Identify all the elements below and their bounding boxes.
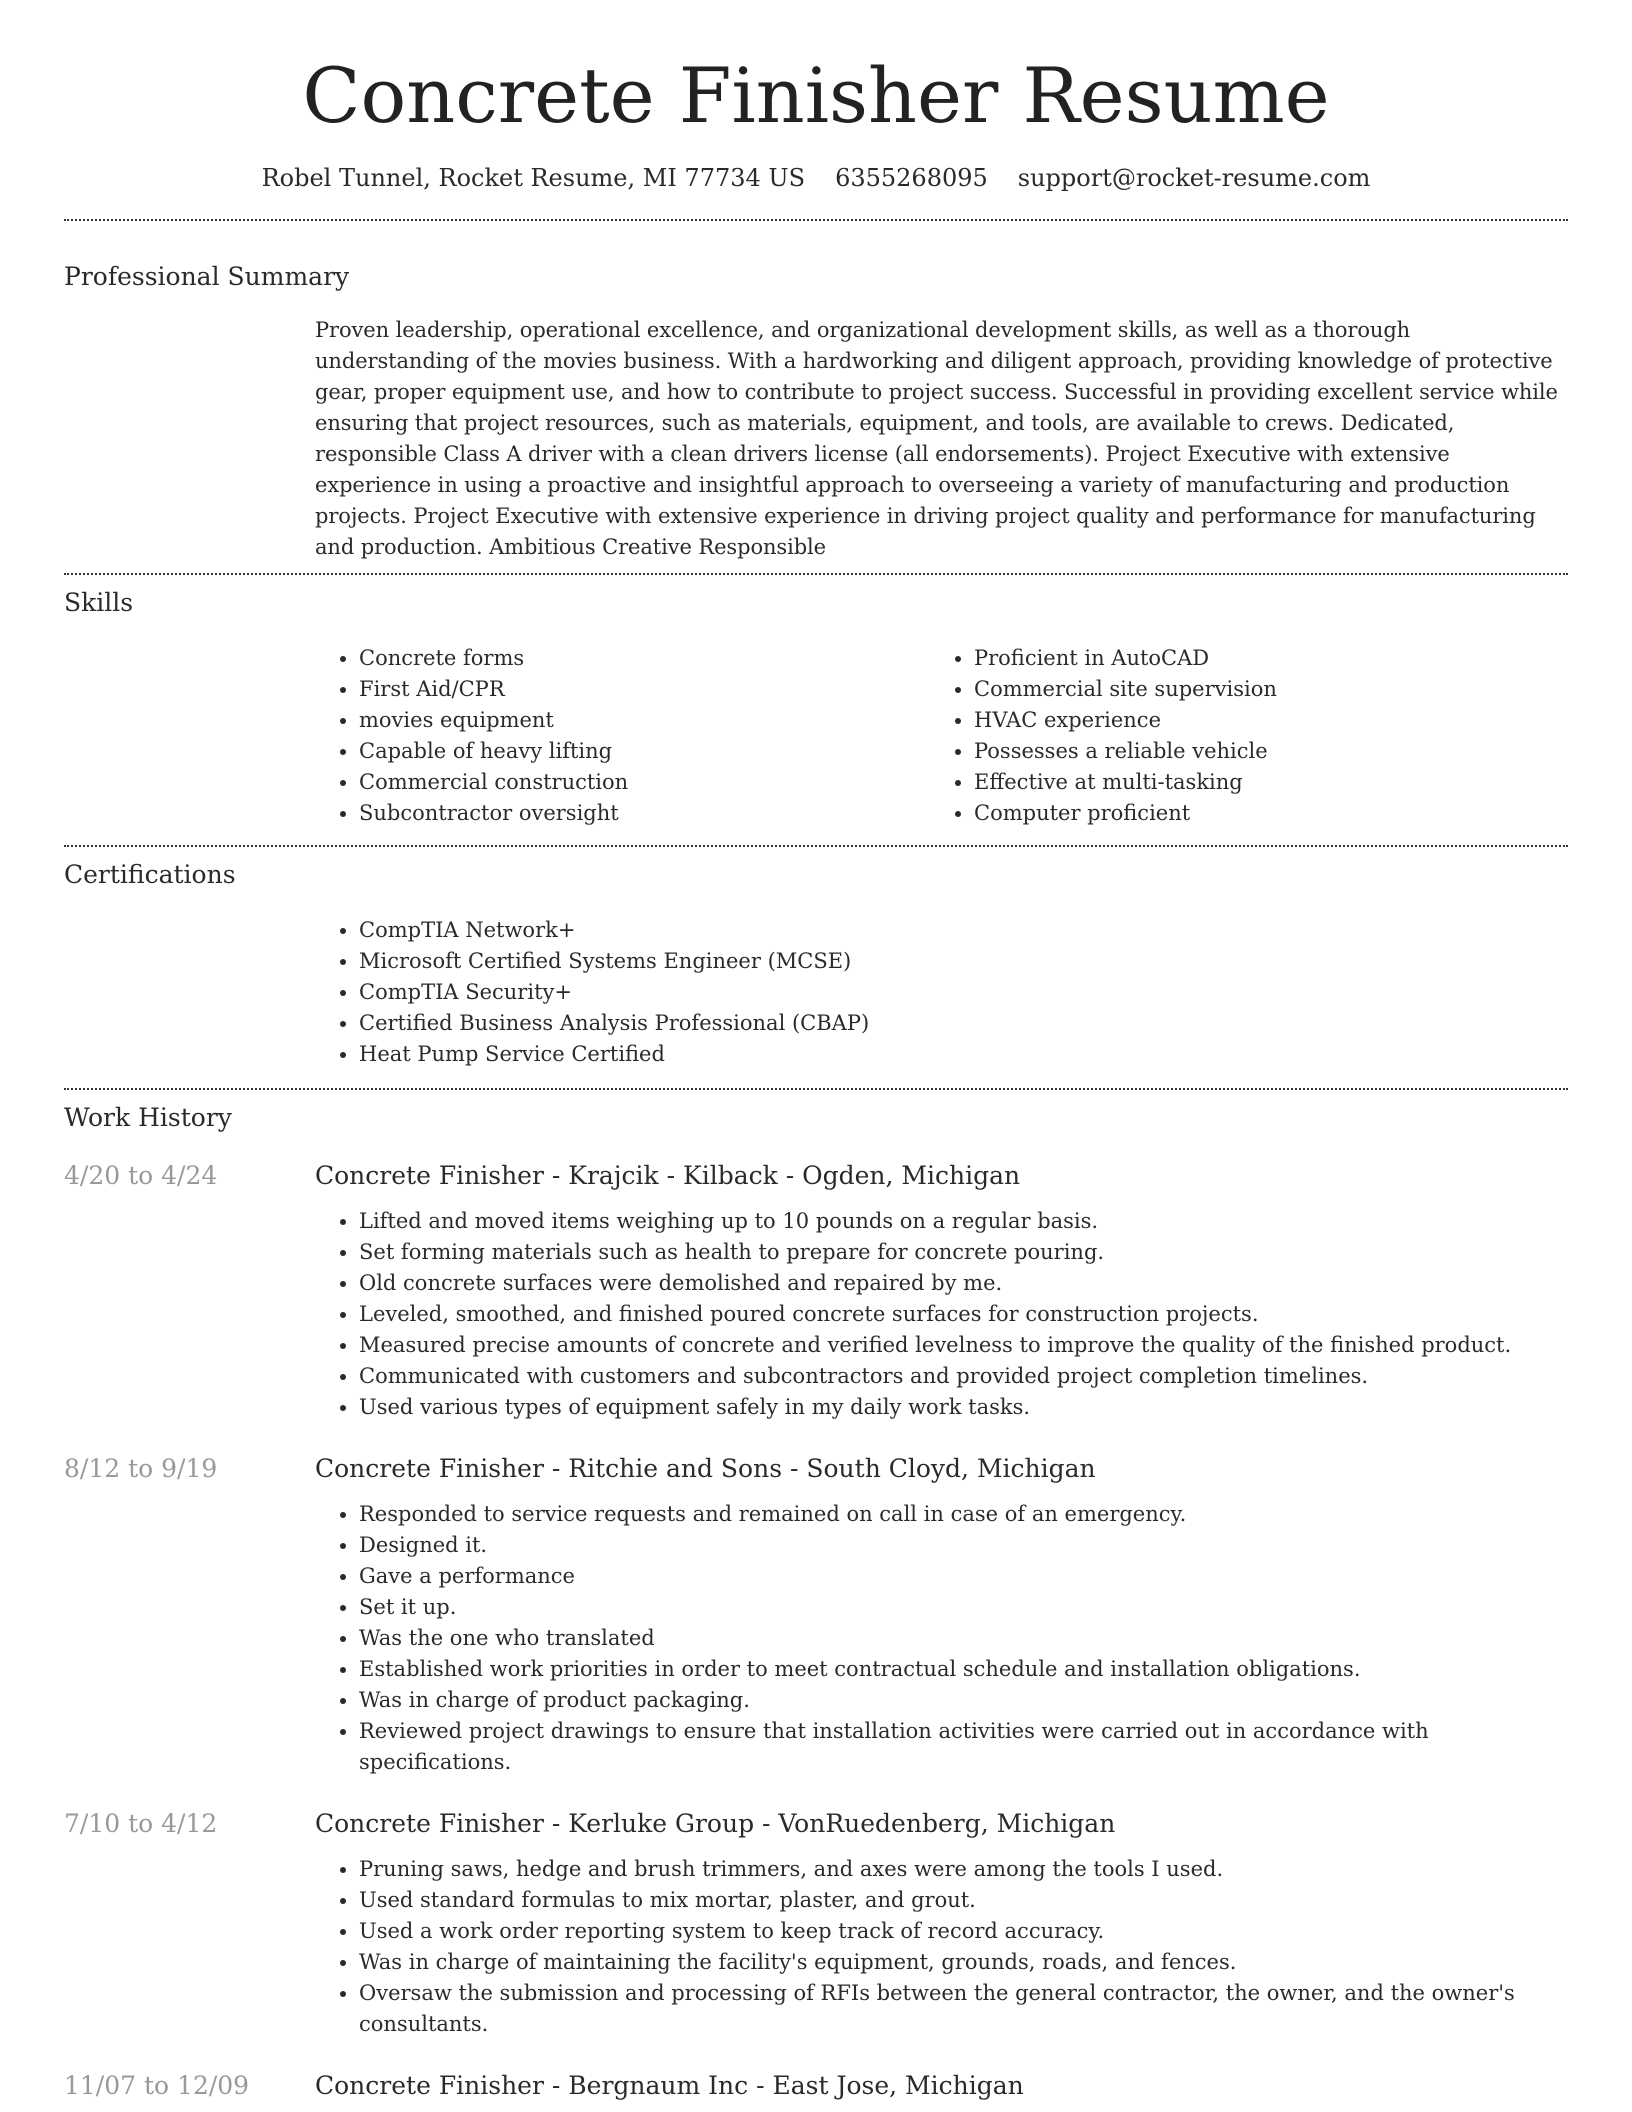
job-bullet: • Leveled, smoothed, and finished poured concrete surfaces for construction projects. <box>359 1299 1568 1330</box>
skill-item: • Effective at multi-tasking <box>974 767 1545 798</box>
job-entry <box>64 2070 1568 2102</box>
skill-item: • Concrete forms <box>359 643 930 674</box>
job-bullet: • Set forming materials such as health to prepare for concrete pouring. <box>359 1237 1568 1268</box>
section-divider <box>64 845 1568 847</box>
job-dates: 4/20 to 4/24 <box>64 1161 218 1190</box>
job-bullet: • Oversaw the submission and processing of RFIs between the general contractor, the owner, and the owner's consultants. <box>359 1978 1568 2040</box>
job-dates: 7/10 to 4/12 <box>64 1809 218 1838</box>
skill-item: • HVAC experience <box>974 705 1545 736</box>
job-bullets <box>315 1854 1568 2040</box>
job-bullet: • Used a work order reporting system to keep track of record accuracy. <box>359 1916 1568 1947</box>
skill-item: • Capable of heavy lifting <box>359 736 930 767</box>
skill-item: • movies equipment <box>359 705 930 736</box>
contact-line <box>64 162 1568 194</box>
section-divider <box>64 219 1568 221</box>
skill-item: • Possesses a reliable vehicle <box>974 736 1545 767</box>
job-bullet: • Used various types of equipment safely in my daily work tasks. <box>359 1392 1568 1423</box>
job-bullet: • Pruning saws, hedge and brush trimmers, and axes were among the tools I used. <box>359 1854 1568 1885</box>
section-divider <box>64 573 1568 575</box>
job-entry <box>64 1453 1568 1778</box>
certification-item: • CompTIA Network+ <box>359 915 1568 946</box>
job-bullet: • Gave a performance <box>359 1561 1568 1592</box>
job-dates: 8/12 to 9/19 <box>64 1454 218 1483</box>
job-bullet: • Responded to service requests and remained on call in case of an emergency. <box>359 1499 1568 1530</box>
job-bullet: • Communicated with customers and subcontractors and provided project completion timelines. <box>359 1361 1568 1392</box>
job-bullet: • Measured precise amounts of concrete and verified levelness to improve the quality of the finished product. <box>359 1330 1568 1361</box>
job-bullet: • Was the one who translated <box>359 1623 1568 1654</box>
job-bullets <box>315 1206 1568 1423</box>
job-entry <box>64 1808 1568 2040</box>
contact-email: support@rocket-resume.com <box>1017 164 1371 192</box>
job-bullet: • Established work priorities in order to meet contractual schedule and installation obligations. <box>359 1654 1568 1685</box>
skill-item: • Subcontractor oversight <box>359 798 930 829</box>
work-history-heading: Work History <box>64 1103 232 1132</box>
job-bullet: • Was in charge of maintaining the facility's equipment, grounds, roads, and fences. <box>359 1947 1568 1978</box>
certifications-heading: Certifications <box>64 860 236 889</box>
certification-item: • CompTIA Security+ <box>359 977 1568 1008</box>
skills-list-left <box>315 643 930 829</box>
job-bullet: • Was in charge of product packaging. <box>359 1685 1568 1716</box>
job-title: Concrete Finisher - Krajcik - Kilback - Ogden, Michigan <box>315 1161 1021 1190</box>
job-bullet: • Reviewed project drawings to ensure that installation activities were carried out in accordance with specifications. <box>359 1716 1568 1778</box>
resume-title: Concrete Finisher Resume <box>302 51 1330 140</box>
job-title: Concrete Finisher - Bergnaum Inc - East Jose, Michigan <box>315 2071 1024 2100</box>
skills-heading: Skills <box>64 588 134 617</box>
job-dates: 11/07 to 12/09 <box>64 2071 250 2100</box>
certification-item: • Heat Pump Service Certified <box>359 1039 1568 1070</box>
section-divider <box>64 1088 1568 1090</box>
job-bullet: • Used standard formulas to mix mortar, plaster, and grout. <box>359 1885 1568 1916</box>
skills-column-right <box>930 643 1545 829</box>
skills-list-right <box>930 643 1545 829</box>
job-title: Concrete Finisher - Kerluke Group - VonRuedenberg, Michigan <box>315 1809 1116 1838</box>
skill-item: • Computer proficient <box>974 798 1545 829</box>
job-bullet: • Lifted and moved items weighing up to 10 pounds on a regular basis. <box>359 1206 1568 1237</box>
job-bullets <box>315 1499 1568 1778</box>
job-bullet: • Old concrete surfaces were demolished and repaired by me. <box>359 1268 1568 1299</box>
skill-item: • Proficient in AutoCAD <box>974 643 1545 674</box>
contact-address: Robel Tunnel, Rocket Resume, MI 77734 US <box>261 164 806 192</box>
job-entry <box>64 1160 1568 1423</box>
certification-item: • Certified Business Analysis Professional (CBAP) <box>359 1008 1568 1039</box>
contact-phone: 6355268095 <box>835 164 988 192</box>
job-bullet: • Set it up. <box>359 1592 1568 1623</box>
skill-item: • Commercial construction <box>359 767 930 798</box>
skill-item: • Commercial site supervision <box>974 674 1545 705</box>
skills-column-left <box>315 643 930 829</box>
resume-page <box>64 0 1568 2102</box>
summary-text: Proven leadership, operational excellence, and organizational development skills, as well as a thorough understanding of the movies business. With a hardworking and diligent approach, providing knowledge of protective gear, proper equipment use, and how to contribute to project success. Successful in providing excellent service while ensuring that project resources, such as materials, equipment, and tools, are available to crews. Dedicated, responsible Class A driver with a clean drivers license (all endorsements). Project Executive with extensive experience in using a proactive and insightful approach to overseeing a variety of manufacturing and production projects. Project Executive with extensive experience in driving project quality and performance for manufacturing and production. Ambitious Creative Responsible <box>315 318 1558 559</box>
certifications-list <box>315 915 1568 1070</box>
skill-item: • First Aid/CPR <box>359 674 930 705</box>
summary-content <box>315 315 1568 563</box>
certifications-content <box>315 915 1568 1070</box>
summary-heading: Professional Summary <box>64 262 350 291</box>
certification-item: • Microsoft Certified Systems Engineer (MCSE) <box>359 946 1568 977</box>
skills-content <box>315 643 1568 829</box>
job-title: Concrete Finisher - Ritchie and Sons - South Cloyd, Michigan <box>315 1454 1096 1483</box>
job-bullet: • Designed it. <box>359 1530 1568 1561</box>
